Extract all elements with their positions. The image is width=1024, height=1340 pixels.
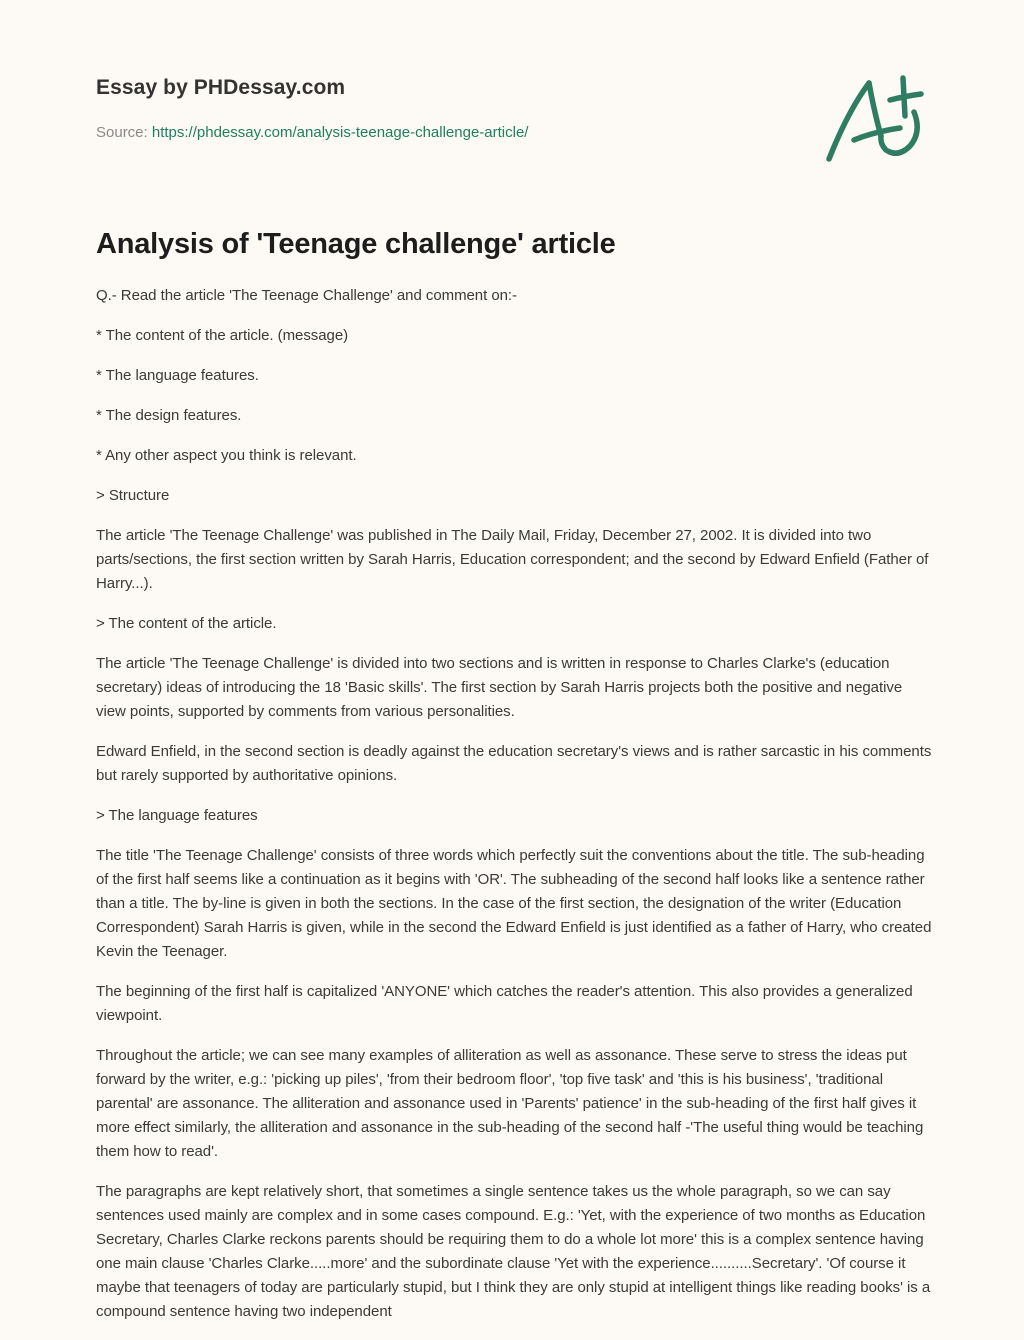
- bullet-other: * Any other aspect you think is relevant.: [96, 447, 357, 464]
- section-heading-structure: > Structure: [96, 487, 170, 504]
- structure-paragraph: The article 'The Teenage Challenge' was published in The Daily Mail, Friday, December 27, 2002. It is divided into two parts/sections, the first section written by Sarah Harris, Education correspondent; and the second by Edward Enfield (Father of Harry...).: [96, 527, 929, 592]
- language-paragraph-2: The beginning of the first half is capitalized 'ANYONE' which catches the reader's attention. This also provides a generalized viewpoint.: [96, 983, 913, 1024]
- section-heading-content: > The content of the article.: [96, 615, 277, 632]
- content-paragraph-1: The article 'The Teenage Challenge' is divided into two sections and is written in response to Charles Clarke's (education secretary) ideas of introducing the 18 'Basic skills'. The first section by Sarah Harris projects both the positive and negative view points, supported by comments from various personalities.: [96, 655, 903, 720]
- bullet-design: * The design features.: [96, 407, 242, 424]
- bullet-content: * The content of the article. (message): [96, 327, 349, 344]
- language-paragraph-3: Throughout the article; we can see many examples of alliteration as well as assonance. These serve to stress the ideas put forward by the writer, e.g.: 'picking up piles', 'from their bedroom floor', 'top five task' and 'this is his business', 'traditional parental' are assonance. The alliteration and assonance used in 'Parents' patience' in the sub-heading of the first half gives it more effect similarly, the alliteration and assonance in the sub-heading of the second half -'The useful thing would be teaching them how to read'.: [96, 1047, 924, 1160]
- article-title: Analysis of 'Teenage challenge' article: [96, 228, 616, 260]
- bullet-language: * The language features.: [96, 367, 259, 384]
- page-header: [0, 0, 1024, 200]
- language-paragraph-1: The title 'The Teenage Challenge' consists of three words which perfectly suit the conventions about the title. The sub-heading of the first half seems like a continuation as it begins with 'OR'. The subheading of the second half looks like a sentence rather than a title. The by-line is given in both the sections. In the case of the first section, the designation of the writer (Education Correspondent) Sarah Harris is given, while in the second the Edward Enfield is just identified as a father of Harry, who created Kevin the Teenager.: [96, 847, 932, 960]
- section-heading-language: > The language features: [96, 807, 258, 824]
- content-paragraph-2: Edward Enfield, in the second section is deadly against the education secretary's views and is rather sarcastic in his comments but rarely supported by authoritative opinions.: [96, 743, 932, 784]
- a-plus-grade-icon: [818, 66, 930, 166]
- source-label: Source:: [96, 124, 148, 141]
- question-paragraph: Q.- Read the article 'The Teenage Challenge' and comment on:-: [96, 287, 517, 304]
- source-link[interactable]: https://phdessay.com/analysis-teenage-challenge-article/: [151, 124, 529, 141]
- article: [96, 222, 932, 1340]
- brand-title: Essay by PHDessay.com: [96, 76, 346, 99]
- source-line: [96, 124, 528, 141]
- language-paragraph-4: The paragraphs are kept relatively short, that sometimes a single sentence takes us the whole paragraph, so we can say sentences used mainly are complex and in some cases compound. E.g.: 'Yet, with the experience of two months as Education Secretary, Charles Clarke reckons parents should be requiring them to do a whole lot more' this is a complex sentence having one main clause 'Charles Clarke.....more' and the subordinate clause 'Yet with the experience..........Secretary'. 'Of course it maybe that teenagers of today are particularly stupid, but I think they are only stupid at intelligent things like reading books' is a compound sentence having two independent: [96, 1183, 931, 1320]
